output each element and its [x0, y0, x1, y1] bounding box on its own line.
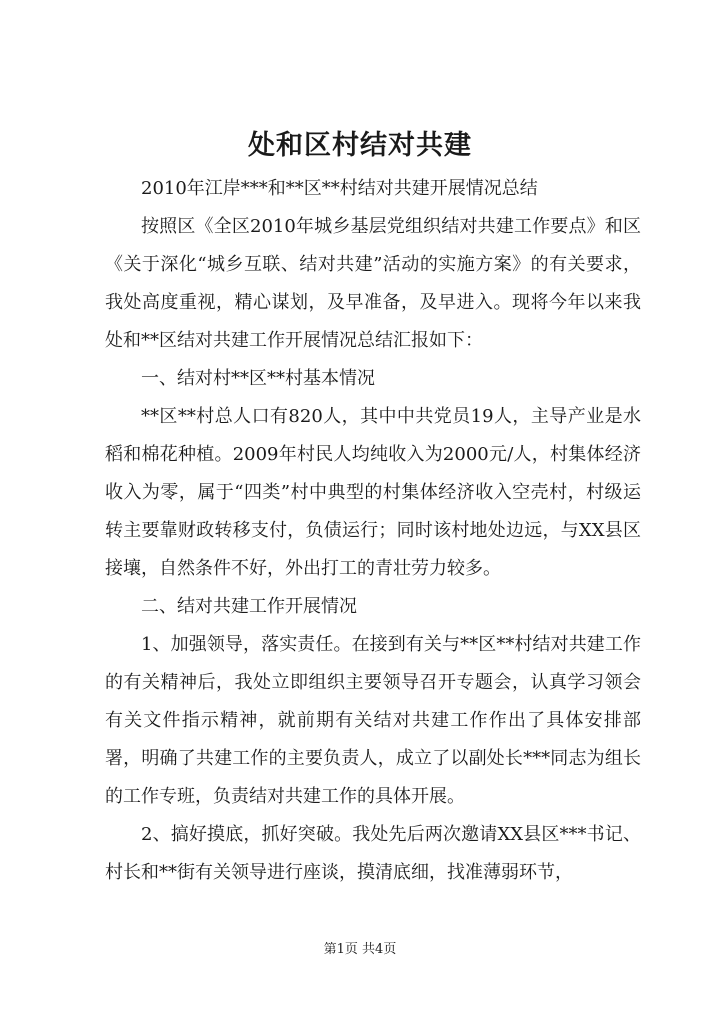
village-info-paragraph: **区**村总人口有820人，其中中共党员19人，主导产业是水稻和棉花种植。2009年村民人均纯收入为2000元/人，村集体经济收入为零，属于“四类”村中典型的村集体经济收入空壳村，村级运转主要靠财政转移支付，负债运行；同时该村地处边远，与XX县区接壤，自然条件不好，外出打工的青壮劳力较多。 [105, 406, 641, 579]
page-footer: 第1页 共4页 [323, 942, 397, 957]
leadership-paragraph: 1、加强领导，落实责任。在接到有关与**区**村结对共建工作的有关精神后，我处立即组织主要领导召开专题会，认真学习领会有关文件指示精神，就前期有关结对共建工作作出了具体安排部署，明确了共建工作的主要负责人，成立了以副处长***同志为组长的工作专班，负责结对共建工作的具体开展。 [105, 634, 641, 807]
document-title: 处和区村结对共建 [248, 130, 472, 161]
section-heading-1: 一、结对村**区**村基本情况 [141, 368, 375, 389]
document-body [105, 170, 641, 892]
intro-paragraph: 按照区《全区2010年城乡基层党组织结对共建工作要点》和区《关于深化“城乡互联、结对共建”活动的实施方案》的有关要求，我处高度重视，精心谋划，及早准备，及早进入。现将今年以来我处和**区结对共建工作开展情况总结汇报如下： [105, 216, 641, 351]
subtitle-paragraph: 2010年江岸***和**区**村结对共建开展情况总结 [141, 178, 538, 199]
section-heading-2: 二、结对共建工作开展情况 [141, 596, 357, 617]
survey-paragraph: 2、搞好摸底，抓好突破。我处先后两次邀请XX县区***书记、村长和**街有关领导进行座谈，摸清底细，找准薄弱环节， [105, 824, 641, 883]
